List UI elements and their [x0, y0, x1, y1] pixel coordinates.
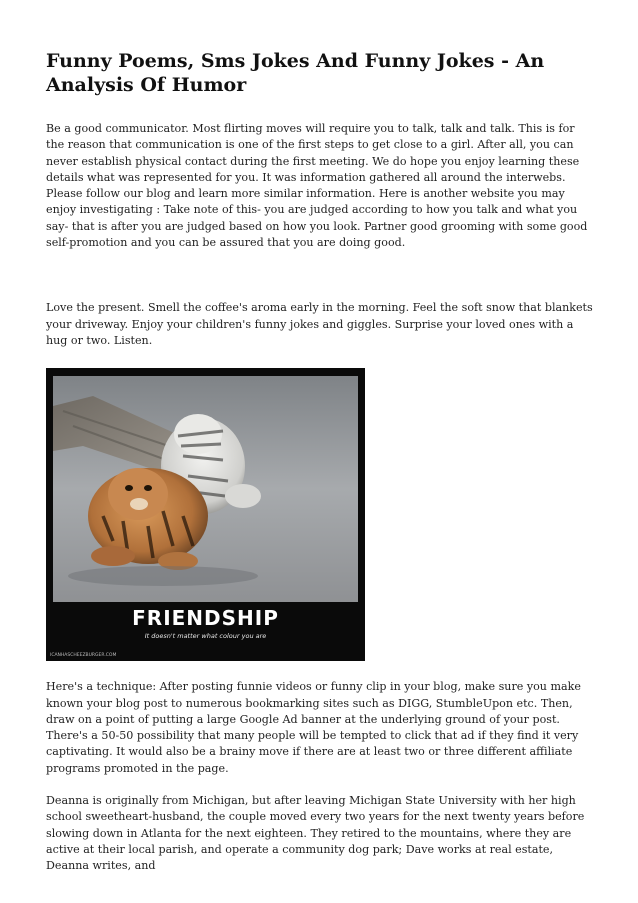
document-title: Funny Poems, Sms Jokes And Funny Jokes - An Analysis Of Humor: [46, 50, 545, 96]
paragraph-1: Be a good communicator. Most flirting moves will require you to talk, talk and talk. This is for the reason that communication is one of the first steps to get close to a girl. After all, you can never establish physical contact during the first meeting. We do hope you enjoy learning these details what was represented for you. It was information gathered all around the interwebs. Please follow our blog and learn more similar information. Here is another website you may enjoy investigating : Take note of this- you are judged according to how you talk and what you say- that is after you are judged based on how you look. Partner good grooming with some good self-promotion and you can be assured that you are doing good.: [46, 122, 588, 250]
paragraph-2: Love the present. Smell the coffee's aroma early in the morning. Feel the soft snow that blankets your driveway. Enjoy your children's funny jokes and giggles. Surprise your loved ones with a hug or two. Listen.: [46, 301, 593, 347]
paragraph-3: Here's a technique: After posting funnie videos or funny clip in your blog, make sure you make known your blog post to numerous bookmarking sites such as DIGG, StumbleUpon etc. Then, draw on a point of putting a large Google Ad banner at the underlying ground of your post. There's a 50-50 possibility that many people will be tempted to click that ad if they find it very captivating. It would also be a brainy move if there are at least two or three different affiliate programs promoted in the page.: [46, 680, 581, 775]
paragraph-4: Deanna is originally from Michigan, but after leaving Michigan State University with her high school sweetheart-husband, the couple moved every two years for the next twenty years before slowing down in Atlanta for the next eighteen. They retired to the mountains, where they are active at their local parish, and operate a community dog park; Dave works at real estate, Deanna writes, and: [46, 794, 585, 873]
poster-credit: ICANHASCHEEZBURGER.COM: [50, 653, 117, 659]
tiger-cubs-photo: [53, 376, 358, 602]
friendship-poster-image: [46, 368, 365, 661]
poster-caption-title: FRIENDSHIP: [132, 606, 279, 631]
document-page: [46, 49, 594, 875]
tiger-cubs-illustration: [53, 376, 358, 602]
poster-caption-subtitle: It doesn't matter what colour you are: [144, 632, 267, 641]
